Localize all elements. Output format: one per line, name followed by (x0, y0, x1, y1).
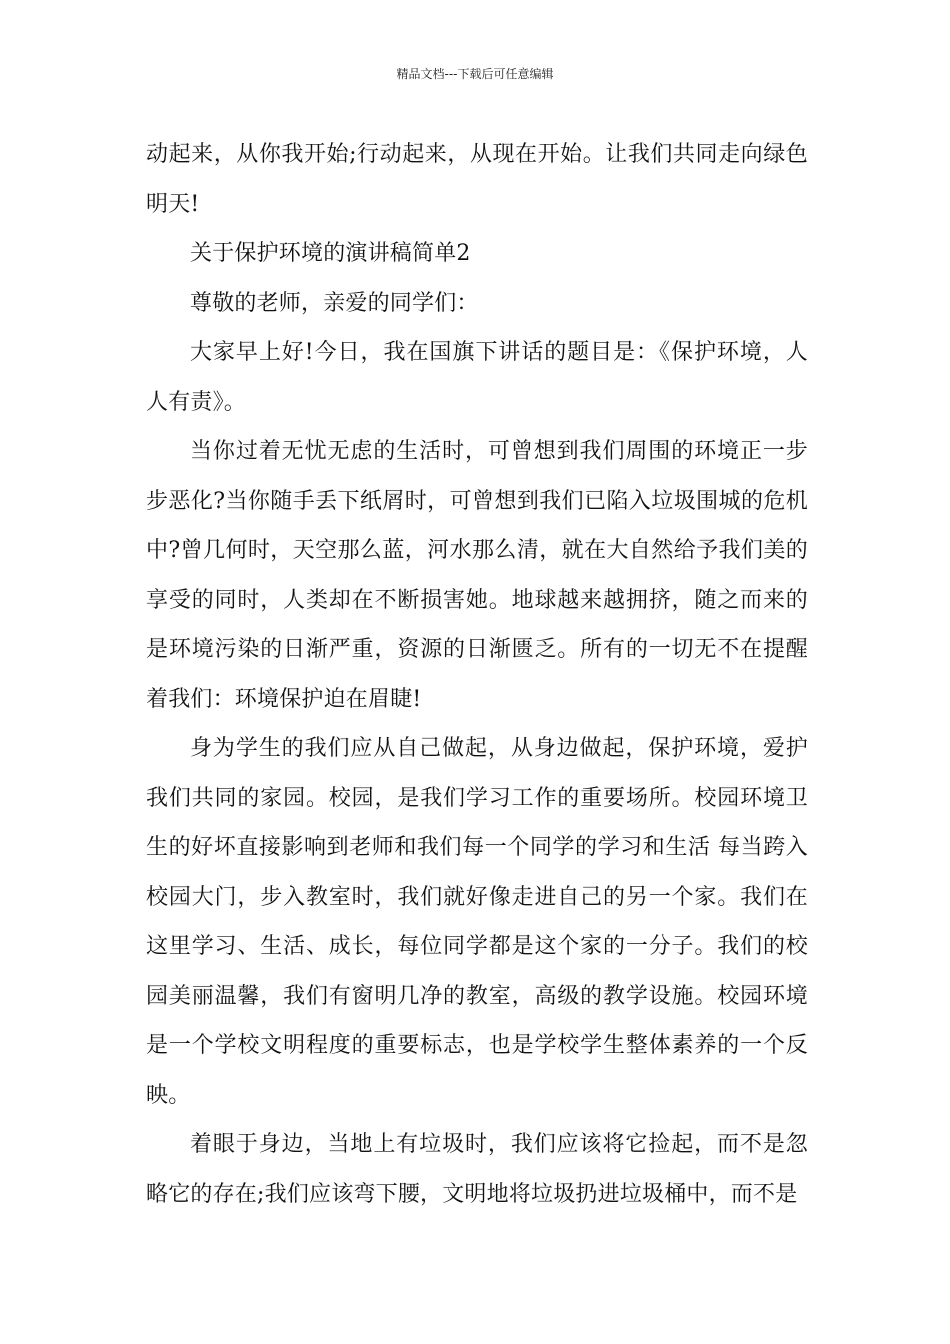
document-body (146, 130, 808, 1219)
paragraph: 动起来，从你我开始;行动起来，从现在开始。让我们共同走向绿色明天! (146, 142, 808, 217)
paragraph: 大家早上好!今日，我在国旗下讲话的题目是：《保护环境，人人有责》。 (146, 340, 808, 415)
paragraph: 身为学生的我们应从自己做起，从身边做起，保护环境，爱护我们共同的家园。校园，是我们学习工作的重要场所。校园环境卫生的好坏直接影响到老师和我们每一个同学的学习和生活 每当跨入校园大门，步入教室时，我们就好像走进自己的另一个家。我们在这里学习、生活、成长，每位同学都是这个家的一分子。我们的校园美丽温馨，我们有窗明几净的教室，高级的教学设施。校园环境是一个学校文明程度的重要标志，也是学校学生整体素养的一个反映。 (146, 736, 808, 1108)
paragraph: 着眼于身边，当地上有垃圾时，我们应该将它捡起，而不是忽略它的存在;我们应该弯下腰，文明地将垃圾扔进垃圾桶中，而不是 (146, 1132, 808, 1207)
salutation: 尊敬的老师，亲爱的同学们： (190, 290, 479, 316)
section-title: 关于保护环境的演讲稿简单2 (190, 241, 471, 266)
paragraph: 当你过着无忧无虑的生活时，可曾想到我们周围的环境正一步步恶化?当你随手丢下纸屑时，可曾想到我们已陷入垃圾围城的危机中?曾几何时，天空那么蓝，河水那么清，就在大自然给予我们美的享受的同时，人类却在不断损害她。地球越来越拥挤，随之而来的是环境污染的日渐严重，资源的日渐匮乏。所有的一切无不在提醒着我们：环境保护迫在眉睫! (146, 439, 808, 712)
page-header: 精品文档---下载后可任意编辑 (396, 67, 554, 81)
